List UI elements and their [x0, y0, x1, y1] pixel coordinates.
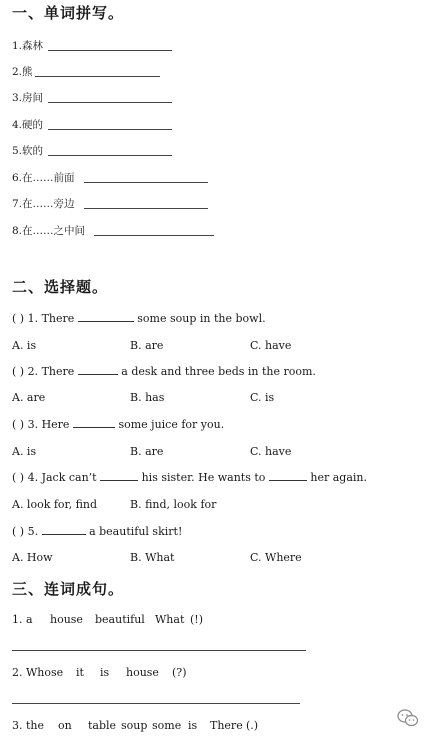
section-title-choice: 二、选择题。	[12, 278, 109, 296]
question-2	[12, 365, 316, 378]
vocab-item-label: 6.在……前面	[12, 172, 75, 184]
vocab-answer-line	[48, 155, 172, 156]
question-text: some soup in the bowl.	[137, 312, 266, 325]
question-number: ( ) 3. Here	[12, 418, 70, 431]
scrambled-word: is	[188, 719, 198, 732]
scrambled-word: is	[100, 666, 110, 679]
question-number: ( ) 4. Jack can’t	[12, 471, 97, 484]
question-number: ( ) 1. There	[12, 312, 75, 325]
vocab-item-label: 2.熊	[12, 66, 33, 78]
vocab-answer-line	[48, 129, 172, 130]
option-c: C. have	[250, 339, 292, 352]
option-b: B. are	[130, 445, 164, 458]
question-number: ( ) 5.	[12, 525, 39, 538]
question-number: ( ) 2. There	[12, 365, 75, 378]
vocab-item-label: 1.森林	[12, 40, 44, 52]
scrambled-word: beautiful	[95, 613, 145, 626]
scrambled-word: 2. Whose	[12, 666, 64, 679]
scrambled-word: There	[210, 719, 243, 732]
option-c: C. is	[250, 391, 275, 404]
vocab-answer-line	[35, 76, 160, 77]
option-a: A. How	[12, 551, 53, 564]
scrambled-word: (.)	[246, 719, 259, 732]
scrambled-word: 1. a	[12, 613, 33, 626]
vocab-item-label: 8.在……之中间	[12, 225, 86, 237]
vocab-answer-line	[84, 182, 208, 183]
question-text: her again.	[310, 471, 367, 484]
scrambled-word: house	[50, 613, 83, 626]
option-b: B. What	[130, 551, 175, 564]
answer-blank	[100, 480, 138, 481]
option-c: C. Where	[250, 551, 302, 564]
option-b: B. find, look for	[130, 498, 217, 511]
question-3	[12, 418, 224, 431]
option-a: A. is	[12, 339, 37, 352]
wechat-logo-icon	[397, 708, 419, 732]
question-text: some juice for you.	[118, 418, 225, 431]
question-text: his sister. He wants to	[141, 471, 266, 484]
question-text: a desk and three beds in the room.	[121, 365, 316, 378]
answer-blank	[42, 534, 86, 535]
section-title-sentences: 三、连词成句。	[12, 580, 125, 598]
scrambled-word: some	[152, 719, 182, 732]
scrambled-word: 3. the	[12, 719, 45, 732]
section-title-vocab: 一、单词拼写。	[12, 4, 125, 22]
vocab-item-label: 4.硬的	[12, 119, 44, 131]
scrambled-word: soup	[121, 719, 148, 732]
scrambled-word: (!)	[190, 613, 204, 626]
question-4	[12, 471, 367, 484]
vocab-answer-line	[94, 235, 214, 236]
option-b: B. has	[130, 391, 165, 404]
answer-blank	[269, 480, 307, 481]
scrambled-word: (?)	[172, 666, 187, 679]
sentence-answer-line	[12, 650, 306, 651]
vocab-answer-line	[84, 208, 208, 209]
scrambled-word: on	[58, 719, 72, 732]
answer-blank	[73, 427, 115, 428]
option-a: A. look for, find	[12, 498, 98, 511]
answer-blank	[78, 374, 118, 375]
vocab-item-label: 3.房间	[12, 92, 44, 104]
vocab-item-label: 7.在……旁边	[12, 198, 75, 210]
question-text: a beautiful skirt!	[89, 525, 183, 538]
scrambled-word: house	[126, 666, 159, 679]
option-c: C. have	[250, 445, 292, 458]
option-a: A. are	[12, 391, 46, 404]
scrambled-word: table	[88, 719, 117, 732]
vocab-item-label: 5.软的	[12, 145, 44, 157]
answer-blank	[78, 321, 134, 322]
scrambled-word: What	[155, 613, 185, 626]
question-1	[12, 312, 266, 325]
question-5	[12, 525, 182, 538]
scrambled-word: it	[76, 666, 84, 679]
vocab-answer-line	[48, 50, 172, 51]
sentence-answer-line	[12, 703, 300, 704]
option-b: B. are	[130, 339, 164, 352]
option-a: A. is	[12, 445, 37, 458]
vocab-answer-line	[48, 102, 172, 103]
